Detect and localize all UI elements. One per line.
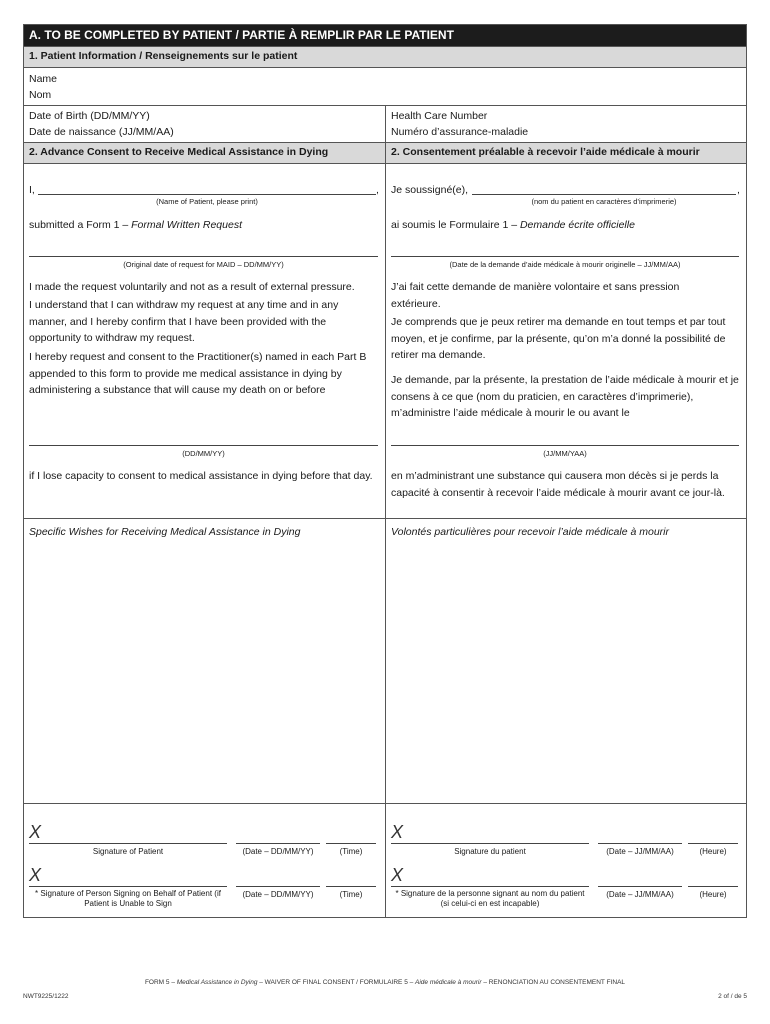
patient-signature-field-fr[interactable] <box>391 843 589 844</box>
specific-wishes-label-fr: Volontés particulières pour recevoir l’aide médicale à mourir <box>391 526 669 538</box>
comma: , <box>737 184 740 196</box>
form-number: NWT9225/1222 <box>23 993 69 1000</box>
name-caption-fr: (nom du patient en caractères d’imprimerie) <box>531 197 677 206</box>
i-label-fr: Je soussigné(e), <box>391 184 469 196</box>
i-label-en: I, <box>29 184 35 196</box>
date-caption: (Date – DD/MM/YY) <box>242 847 314 856</box>
consent-form <box>23 24 747 918</box>
date-caption-en: (DD/MM/YY) <box>182 449 225 458</box>
section-a-header: A. TO BE COMPLETED BY PATIENT / PARTIE À REMPLIR PAR LE PATIENT <box>24 25 746 46</box>
comma: , <box>376 184 379 196</box>
time-caption: (Heure) <box>699 890 727 899</box>
date-field-en[interactable] <box>29 445 378 446</box>
patient-name-field-fr[interactable] <box>472 194 736 195</box>
date-caption: (Date – JJ/MM/AA) <box>606 890 674 899</box>
withdraw-paragraph-fr: Je comprends que je peux retirer ma demande en tout temps et par tout moyen, et je confirme, par la présente, qu’on m’a donné la possibilité de retirer ma demande. <box>391 316 726 361</box>
patient-date-field-en[interactable] <box>236 843 320 844</box>
behalf-signature-field-fr[interactable] <box>391 886 589 887</box>
original-date-field-fr[interactable] <box>391 256 739 257</box>
name-caption-en: (Name of Patient, please print) <box>156 197 258 206</box>
behalf-date-field-fr[interactable] <box>598 886 682 887</box>
sig-patient-caption-fr: Signature du patient <box>454 847 526 856</box>
sig-behalf-caption-en: * Signature of Person Signing on Behalf of Patient (if Patient is Unable to Sign <box>35 889 221 908</box>
page-number: 2 of / de 5 <box>718 993 747 1000</box>
patient-signature-field-en[interactable] <box>29 843 227 844</box>
date-caption: (Date – JJ/MM/AA) <box>606 847 674 856</box>
submitted-text-en: submitted a Form 1 – Formal Written Request <box>29 219 242 231</box>
withdraw-paragraph-en: I understand that I can withdraw my request at any time and in any manner, and I hereby confirm that I have been provided with the opportunity to withdraw my request. <box>29 299 339 344</box>
lose-capacity-text-en: if I lose capacity to consent to medical assistance in dying before that day. <box>29 470 373 482</box>
consent-paragraph-fr: Je demande, par la présente, la prestation de l’aide médicale à mourir et je consens à ce que (nom du praticien, en caractères d’imprimerie), m’administre l’aide médicale à mourir le ou avant le <box>391 374 739 419</box>
submitted-text-fr: ai soumis le Formulaire 1 – Demande écrite officielle <box>391 219 635 231</box>
original-date-field-en[interactable] <box>29 256 378 257</box>
time-caption: (Heure) <box>699 847 727 856</box>
section-2-title-en: 2. Advance Consent to Receive Medical Assistance in Dying <box>24 142 385 164</box>
divider <box>24 518 746 519</box>
behalf-time-field-en[interactable] <box>326 886 376 887</box>
consent-paragraph-en: I hereby request and consent to the Practitioner(s) named in each Part B appended to this form to provide me medical assistance in dying by administering a substance that will cause my death on or before <box>29 351 367 396</box>
time-caption: (Time) <box>339 890 363 899</box>
name-label-en: Name <box>29 73 58 85</box>
name-label-fr: Nom <box>29 89 52 101</box>
voluntary-paragraph-fr: J’ai fait cette demande de manière volontaire et sans pression extérieure. <box>391 281 680 310</box>
signature-x-mark: X <box>391 822 404 842</box>
hcn-label-en: Health Care Number <box>391 110 488 122</box>
specific-wishes-label-en: Specific Wishes for Receiving Medical Assistance in Dying <box>29 526 301 538</box>
column-divider <box>385 105 386 142</box>
signature-x-mark: X <box>391 865 404 885</box>
hcn-label-fr: Numéro d’assurance-maladie <box>391 126 529 138</box>
original-date-caption-fr: (Date de la demande d’aide médicale à mourir originelle – JJ/MM/AA) <box>449 260 681 269</box>
original-date-caption-en: (Original date of request for MAID – DD/MM/YY) <box>123 260 284 269</box>
section-2-title-fr: 2. Consentement préalable à recevoir l’aide médicale à mourir <box>385 142 746 164</box>
lose-capacity-text-fr: en m’administrant une substance qui causera mon décès si je perds la capacité à consentir à recevoir l’aide médicale à mourir avant ce jour-là. <box>391 470 725 499</box>
patient-time-field-fr[interactable] <box>688 843 738 844</box>
date-field-fr[interactable] <box>391 445 739 446</box>
patient-date-field-fr[interactable] <box>598 843 682 844</box>
dob-label-fr: Date de naissance (JJ/MM/AA) <box>29 126 174 138</box>
specific-wishes-area-fr[interactable] <box>388 541 744 801</box>
divider <box>24 803 746 804</box>
behalf-time-field-fr[interactable] <box>688 886 738 887</box>
patient-name-field-en[interactable] <box>38 194 376 195</box>
signature-x-mark: X <box>29 865 42 885</box>
dob-label-en: Date of Birth (DD/MM/YY) <box>29 110 150 122</box>
signature-x-mark: X <box>29 822 42 842</box>
behalf-signature-field-en[interactable] <box>29 886 227 887</box>
specific-wishes-area-en[interactable] <box>26 541 382 801</box>
date-caption: (Date – DD/MM/YY) <box>242 890 314 899</box>
time-caption: (Time) <box>339 847 363 856</box>
form-footer-title: FORM 5 – Medical Assistance in Dying – WAIVER OF FINAL CONSENT / FORMULAIRE 5 – Aide médicale à mourir – RENONCIATION AU CONSENTEMENT FINAL <box>144 979 626 986</box>
sig-behalf-caption-fr: * Signature de la personne signant au nom du patient (si celui-ci en est incapable) <box>395 889 585 908</box>
voluntary-paragraph-en: I made the request voluntarily and not as a result of external pressure. <box>29 281 355 293</box>
behalf-date-field-en[interactable] <box>236 886 320 887</box>
patient-time-field-en[interactable] <box>326 843 376 844</box>
column-divider <box>385 164 386 918</box>
date-caption-fr: (JJ/MM/YAA) <box>543 449 587 458</box>
section-1-title: 1. Patient Information / Renseignements sur le patient <box>24 46 746 68</box>
sig-patient-caption-en: Signature of Patient <box>92 847 164 856</box>
